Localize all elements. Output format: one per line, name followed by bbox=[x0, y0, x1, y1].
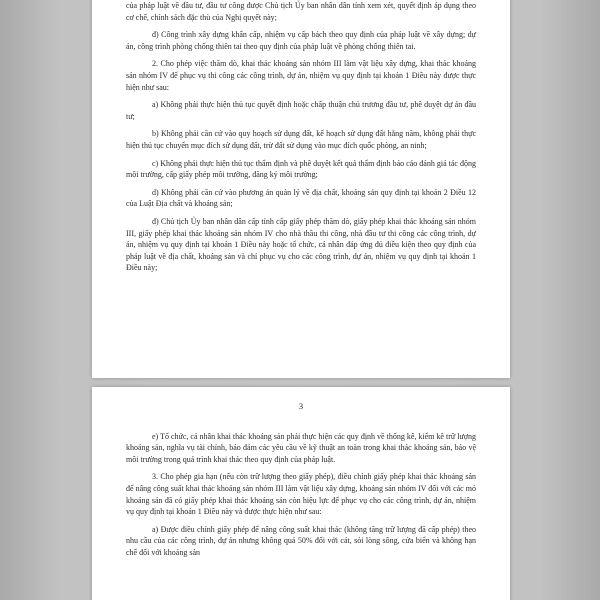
page-number: 3 bbox=[298, 401, 304, 411]
document-page-lower bbox=[92, 387, 510, 600]
paragraph-clause-2: 2. Cho phép việc thăm dò, khai thác khoáng sản nhóm III làm vật liệu xây dựng, khai thác khoáng sản nhóm IV để phục vụ thi công các công trình, dự án, nhiệm vụ quy định tại khoản 1 Điều này được thực hiện như sau: bbox=[126, 59, 476, 92]
paragraph-continuation: của pháp luật về đầu tư, đầu tư công được Chủ tịch Ủy ban nhân dân tỉnh xem xét, quyết định áp dụng theo cơ chế, chính sách đặc thù của Nghị quyết này; bbox=[126, 1, 476, 22]
paragraph-clause-3: 3. Cho phép gia hạn (nếu còn trữ lượng theo giấy phép), điều chỉnh giấy phép khai thác khoáng sản để nâng công suất khai thác khoáng sản nhóm III làm vật liệu xây dựng, khoáng sản nhóm IV đối với các mỏ khoáng sản đã có giấy phép khai thác khoáng sản còn hiệu lực để phục vụ cho các công trình, dự án, nhiệm vụ quy định tại khoản 1 Điều này và được thực hiện như sau: bbox=[126, 472, 476, 517]
paragraph-item-dd: đ) Công trình xây dựng khẩn cấp, nhiệm vụ cấp bách theo quy định của pháp luật về xây dựng; dự án, công trình phòng chống thiên tai theo quy định của pháp luật về phòng chống thiên tai. bbox=[126, 30, 476, 51]
paragraph-item-e: e) Tổ chức, cá nhân khai thác khoáng sản phải thực hiện các quy định về thống kê, kiểm kê trữ lượng khoáng sản, nghĩa vụ tài chính, bảo đảm các yêu cầu về kỹ thuật an toàn trong khai thác khoáng sản, bảo vệ môi trường trong quá trình khai thác theo quy định của pháp luật. bbox=[126, 431, 476, 464]
document-page-upper bbox=[92, 0, 510, 378]
paragraph-item-a: a) Không phải thực hiện thủ tục quyết định hoặc chấp thuận chủ trương đầu tư, phê duyệt dự án đầu tư; bbox=[126, 100, 476, 121]
paragraph-item-d: d) Không phải căn cứ vào phương án quản lý về địa chất, khoáng sản quy định tại khoản 2 Điều 12 của Luật Địa chất và khoáng sản; bbox=[126, 187, 476, 209]
paragraph-item-a-2: a) Được điều chỉnh giấy phép để nâng công suất khai thác (không tăng trữ lượng đã cấp phép) theo nhu cầu của các công trình, dự án nhưng không quá 50% đối với cát, sỏi lòng sông, cửa biển và không hạn chế đối với khoáng sản bbox=[126, 524, 476, 557]
paragraph-item-c: c) Không phải thực hiện thủ tục thẩm định và phê duyệt kết quả thẩm định báo cáo đánh giá tác động môi trường, cấp giấy phép môi trường, đăng ký môi trường; bbox=[126, 158, 476, 180]
paragraph-item-dd-2: đ) Chủ tịch Ủy ban nhân dân cấp tỉnh cấp giấy phép thăm dò, giấy phép khai thác khoáng sản nhóm III, giấy phép khai thác khoáng sản nhóm IV cho nhà thầu thi công, nhà đầu tư thi công các công trình, dự án, nhiệm vụ quy định tại khoản 1 Điều này hoặc tổ chức, cá nhân đáp ứng đủ điều kiện theo quy định của pháp luật về địa chất, khoáng sản và chỉ phục vụ cho các công trình, dự án, nhiệm vụ quy định tại khoản 1 Điều này; bbox=[126, 216, 476, 273]
paragraph-item-b: b) Không phải căn cứ vào quy hoạch sử dụng đất, kế hoạch sử dụng đất hằng năm, không phải thực hiện thủ tục chuyển mục đích sử dụng đất, trừ đất sử dụng vào mục đích quốc phòng, an ninh; bbox=[126, 129, 476, 150]
